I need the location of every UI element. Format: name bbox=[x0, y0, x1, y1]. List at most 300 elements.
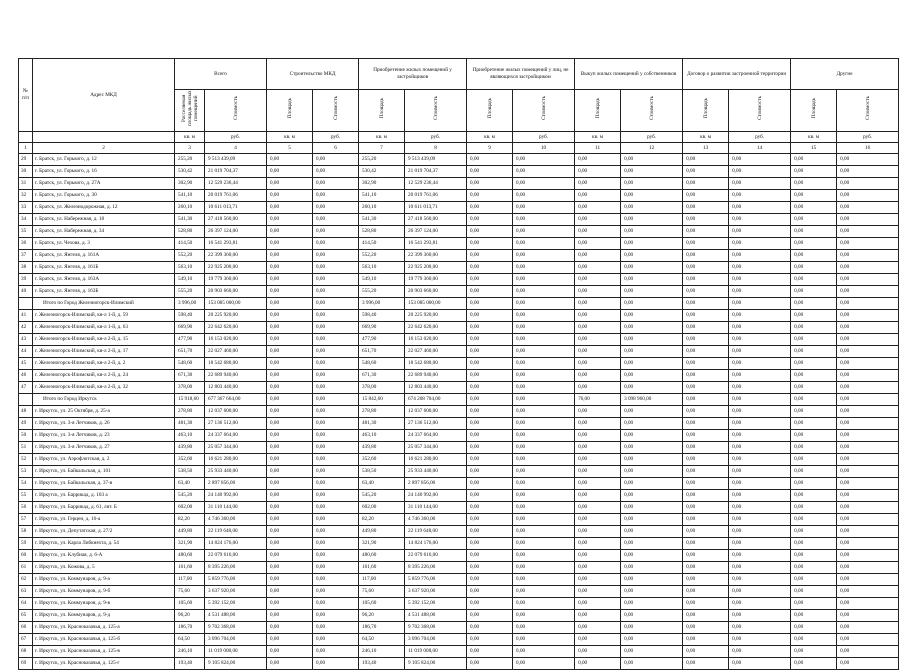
row-address: г. Иркутск, ул. Коммунаров, д. 9-а bbox=[33, 574, 175, 586]
row-value: 0,00 bbox=[313, 370, 359, 382]
row-value: 0,00 bbox=[575, 262, 621, 274]
row-value: 0,00 bbox=[513, 610, 575, 622]
row-number: 59 bbox=[19, 538, 33, 550]
row-value: 0,00 bbox=[313, 454, 359, 466]
row-value: 0,00 bbox=[729, 346, 791, 358]
row-value: 0,00 bbox=[467, 358, 513, 370]
row-value: 0,00 bbox=[467, 574, 513, 586]
row-value: 0,00 bbox=[513, 598, 575, 610]
row-value: 0,00 bbox=[267, 406, 313, 418]
table-row bbox=[19, 310, 899, 322]
row-address: г. Иркутск, ул. 25 Октября, д. 25-а bbox=[33, 406, 175, 418]
row-number: 40 bbox=[19, 286, 33, 298]
row-value: 0,00 bbox=[313, 214, 359, 226]
table-row bbox=[19, 550, 899, 562]
row-value: 0,00 bbox=[837, 286, 899, 298]
row-value: 0,00 bbox=[467, 490, 513, 502]
row-value: 0,00 bbox=[467, 598, 513, 610]
row-address: г. Иркутск, ул. Баррикад, д. 103 а bbox=[33, 490, 175, 502]
row-value: 0,00 bbox=[313, 574, 359, 586]
row-value: 0,00 bbox=[837, 634, 899, 646]
row-value: 0,00 bbox=[837, 514, 899, 526]
row-value: 439,80 bbox=[175, 442, 205, 454]
row-value: 3 096 704,00 bbox=[405, 634, 467, 646]
row-number: 35 bbox=[19, 226, 33, 238]
row-value: 0,00 bbox=[313, 562, 359, 574]
row-value: 0,00 bbox=[513, 538, 575, 550]
row-value: 0,00 bbox=[729, 370, 791, 382]
row-value: 0,00 bbox=[683, 634, 729, 646]
row-value: 0,00 bbox=[267, 202, 313, 214]
row-value: 555,20 bbox=[359, 286, 405, 298]
row-value: 0,00 bbox=[313, 538, 359, 550]
row-value: 0,00 bbox=[575, 514, 621, 526]
row-value: 0,00 bbox=[467, 370, 513, 382]
header-colnum: 8 bbox=[405, 143, 467, 154]
row-value: 0,00 bbox=[575, 586, 621, 598]
row-value: 0,00 bbox=[837, 550, 899, 562]
table-row bbox=[19, 262, 899, 274]
row-value: 22 689 940,00 bbox=[205, 370, 267, 382]
row-value: 0,00 bbox=[621, 154, 683, 166]
row-number: 62 bbox=[19, 574, 33, 586]
row-value: 3 096 704,00 bbox=[205, 634, 267, 646]
row-value: 0,00 bbox=[313, 166, 359, 178]
table-row bbox=[19, 418, 899, 430]
row-address: г. Иркутск, ул. Красноказачья, д. 125-в bbox=[33, 646, 175, 658]
row-value: 528,80 bbox=[175, 226, 205, 238]
row-value: 0,00 bbox=[791, 370, 837, 382]
row-value: 0,00 bbox=[575, 190, 621, 202]
row-value: 0,00 bbox=[791, 430, 837, 442]
row-number: 43 bbox=[19, 334, 33, 346]
row-value: 16 153 020,00 bbox=[205, 334, 267, 346]
row-value: 20 903 660,00 bbox=[405, 286, 467, 298]
row-value: 27 136 512,00 bbox=[205, 418, 267, 430]
row-value: 0,00 bbox=[837, 430, 899, 442]
row-value: 0,00 bbox=[621, 442, 683, 454]
row-value: 0,00 bbox=[267, 586, 313, 598]
row-value: 0,00 bbox=[313, 406, 359, 418]
row-value: 0,00 bbox=[513, 490, 575, 502]
row-value: 20 019 761,06 bbox=[405, 190, 467, 202]
row-value: 0,00 bbox=[313, 526, 359, 538]
row-value: 12 037 600,00 bbox=[405, 406, 467, 418]
header-unit: кв. м bbox=[359, 132, 405, 143]
header-group-construction: Строительство МКД bbox=[267, 59, 359, 90]
row-value: 0,00 bbox=[837, 622, 899, 634]
row-value: 0,00 bbox=[267, 622, 313, 634]
row-value: 0,00 bbox=[729, 226, 791, 238]
row-number: 52 bbox=[19, 454, 33, 466]
row-value: 541,10 bbox=[359, 190, 405, 202]
row-value: 528,80 bbox=[359, 226, 405, 238]
table-row bbox=[19, 586, 899, 598]
row-value: 0,00 bbox=[621, 214, 683, 226]
row-number: 34 bbox=[19, 214, 33, 226]
row-value: 463,10 bbox=[359, 430, 405, 442]
row-value: 0,00 bbox=[791, 478, 837, 490]
row-address: г. Железногорск-Илимский, кв-л 1-й, д. 59 bbox=[33, 310, 175, 322]
row-value: 0,00 bbox=[513, 178, 575, 190]
table-row bbox=[19, 370, 899, 382]
row-value: 5 859 776,00 bbox=[205, 574, 267, 586]
row-value: 0,00 bbox=[267, 418, 313, 430]
row-value: 0,00 bbox=[513, 586, 575, 598]
row-value: 0,00 bbox=[729, 406, 791, 418]
row-value: 0,00 bbox=[729, 250, 791, 262]
row-value: 0,00 bbox=[791, 658, 837, 670]
row-value: 0,00 bbox=[313, 598, 359, 610]
header-group-developer: Приобретение жилых помещений у застройщиков bbox=[359, 59, 467, 90]
row-value: 0,00 bbox=[791, 514, 837, 526]
row-value: 0,00 bbox=[729, 286, 791, 298]
row-value: 0,00 bbox=[575, 634, 621, 646]
row-value: 0,00 bbox=[267, 346, 313, 358]
table-row bbox=[19, 478, 899, 490]
row-value: 0,00 bbox=[267, 478, 313, 490]
header-address: Адрес МКД bbox=[33, 59, 175, 132]
row-value: 0,00 bbox=[683, 346, 729, 358]
row-value: 20 225 920,00 bbox=[405, 310, 467, 322]
row-value: 0,00 bbox=[791, 202, 837, 214]
row-value: 0,00 bbox=[513, 154, 575, 166]
header-sub: Стоимость bbox=[621, 90, 683, 132]
row-value: 0,00 bbox=[467, 418, 513, 430]
row-value: 16 621 280,00 bbox=[205, 454, 267, 466]
row-number: 50 bbox=[19, 430, 33, 442]
row-value: 0,00 bbox=[513, 310, 575, 322]
row-value: 20 019 761,06 bbox=[205, 190, 267, 202]
row-value: 477,90 bbox=[359, 334, 405, 346]
row-value: 0,00 bbox=[683, 538, 729, 550]
row-value: 0,00 bbox=[683, 418, 729, 430]
row-value: 0,00 bbox=[313, 334, 359, 346]
row-value: 0,00 bbox=[729, 466, 791, 478]
row-value: 0,00 bbox=[837, 298, 899, 310]
row-value: 0,00 bbox=[575, 526, 621, 538]
row-value: 0,00 bbox=[467, 202, 513, 214]
row-number: 68 bbox=[19, 646, 33, 658]
row-value: 0,00 bbox=[267, 454, 313, 466]
header-unit: руб. bbox=[513, 132, 575, 143]
row-value: 0,00 bbox=[575, 346, 621, 358]
row-value: 0,00 bbox=[267, 658, 313, 670]
row-address: г. Братск, ул. Железнодорожная, д. 12 bbox=[33, 202, 175, 214]
row-value: 75,60 bbox=[359, 586, 405, 598]
row-value: 27 418 560,00 bbox=[205, 214, 267, 226]
row-value: 0,00 bbox=[513, 346, 575, 358]
row-value: 0,00 bbox=[729, 478, 791, 490]
row-value: 0,00 bbox=[683, 466, 729, 478]
row-value: 598,40 bbox=[359, 310, 405, 322]
row-value: 0,00 bbox=[313, 346, 359, 358]
row-value: 477,90 bbox=[175, 334, 205, 346]
header-row-units bbox=[19, 132, 899, 143]
row-value: 0,00 bbox=[837, 586, 899, 598]
header-unit: руб. bbox=[621, 132, 683, 143]
row-value: 0,00 bbox=[467, 586, 513, 598]
row-address: г. Железногорск-Илимский, кв-л 2-й, д. 17 bbox=[33, 346, 175, 358]
row-value: 0,00 bbox=[837, 538, 899, 550]
subtotal-row bbox=[19, 298, 899, 310]
row-number: 29 bbox=[19, 154, 33, 166]
row-value: 0,00 bbox=[575, 214, 621, 226]
row-value: 0,00 bbox=[791, 358, 837, 370]
row-value: 260,10 bbox=[359, 202, 405, 214]
row-number: 44 bbox=[19, 346, 33, 358]
header-colnum: 15 bbox=[791, 143, 837, 154]
row-value: 0,00 bbox=[267, 550, 313, 562]
header-sub: Площадь bbox=[683, 90, 729, 132]
row-address: г. Братск, ул. Набережная, д. 18 bbox=[33, 214, 175, 226]
row-value: 0,00 bbox=[621, 346, 683, 358]
row-value: 0,00 bbox=[513, 466, 575, 478]
row-value: 0,00 bbox=[313, 490, 359, 502]
header-sub: Площадь bbox=[359, 90, 405, 132]
table-row bbox=[19, 562, 899, 574]
row-value: 0,00 bbox=[467, 262, 513, 274]
table-row bbox=[19, 526, 899, 538]
row-value: 0,00 bbox=[837, 250, 899, 262]
row-value: 0,00 bbox=[683, 514, 729, 526]
row-value: 0,00 bbox=[467, 226, 513, 238]
row-value: 0,00 bbox=[729, 622, 791, 634]
row-value: 0,00 bbox=[575, 598, 621, 610]
header-sub: Стоимость bbox=[313, 90, 359, 132]
row-value: 0,00 bbox=[837, 166, 899, 178]
row-value: 0,00 bbox=[267, 610, 313, 622]
row-value: 24 140 992,00 bbox=[405, 490, 467, 502]
row-number: 56 bbox=[19, 502, 33, 514]
row-value: 549,10 bbox=[175, 274, 205, 286]
row-value: 0,00 bbox=[267, 226, 313, 238]
row-address: г. Иркутск, ул. Байкальская, д. 37-в bbox=[33, 478, 175, 490]
row-value: 96,20 bbox=[175, 610, 205, 622]
resettlement-table bbox=[18, 58, 899, 670]
row-value: 0,00 bbox=[467, 286, 513, 298]
row-value: 0,00 bbox=[791, 646, 837, 658]
row-address: г. Братск, ул. Янгеля, д. 161А bbox=[33, 250, 175, 262]
row-value: 0,00 bbox=[791, 550, 837, 562]
row-value: 0,00 bbox=[313, 178, 359, 190]
header-colnum: 3 bbox=[175, 143, 205, 154]
row-value: 0,00 bbox=[575, 310, 621, 322]
row-value: 0,00 bbox=[791, 490, 837, 502]
row-value: 0,00 bbox=[267, 634, 313, 646]
row-value: 0,00 bbox=[729, 238, 791, 250]
row-value: 21 019 704,37 bbox=[405, 166, 467, 178]
header-unit: кв. м bbox=[175, 132, 205, 143]
row-value: 27 136 512,00 bbox=[405, 418, 467, 430]
row-address: г. Иркутск, ул. Красноказачья, д. 125-б bbox=[33, 634, 175, 646]
row-value: 0,00 bbox=[313, 430, 359, 442]
row-value: 481,30 bbox=[175, 418, 205, 430]
row-value: 0,00 bbox=[467, 394, 513, 406]
row-value: 0,00 bbox=[683, 202, 729, 214]
row-value: 31 110 144,00 bbox=[205, 502, 267, 514]
row-value: 0,00 bbox=[513, 550, 575, 562]
row-value: 0,00 bbox=[513, 166, 575, 178]
row-number: 54 bbox=[19, 478, 33, 490]
row-number: 67 bbox=[19, 634, 33, 646]
header-sub: Стоимость bbox=[837, 90, 899, 132]
row-value: 0,00 bbox=[621, 466, 683, 478]
row-value: 0,00 bbox=[513, 226, 575, 238]
row-address: г. Иркутск, ул. Байкальская, д. 101 bbox=[33, 466, 175, 478]
header-colnum: 12 bbox=[621, 143, 683, 154]
row-value: 0,00 bbox=[621, 538, 683, 550]
row-value: 0,00 bbox=[621, 622, 683, 634]
row-value: 0,00 bbox=[513, 574, 575, 586]
row-value: 0,00 bbox=[267, 214, 313, 226]
row-value: 0,00 bbox=[837, 418, 899, 430]
row-value: 0,00 bbox=[683, 526, 729, 538]
row-value: 19 779 360,00 bbox=[205, 274, 267, 286]
table-row bbox=[19, 358, 899, 370]
row-value: 0,00 bbox=[313, 226, 359, 238]
row-value: 0,00 bbox=[729, 298, 791, 310]
row-value: 0,00 bbox=[729, 310, 791, 322]
row-value: 0,00 bbox=[513, 250, 575, 262]
row-value: 0,00 bbox=[313, 610, 359, 622]
row-value: 0,00 bbox=[729, 598, 791, 610]
row-value: 15 842,60 bbox=[359, 394, 405, 406]
row-address: г. Железногорск-Илимский, кв-л 2-й, д. 15 bbox=[33, 334, 175, 346]
row-value: 11 019 008,00 bbox=[405, 646, 467, 658]
row-value: 0,00 bbox=[683, 370, 729, 382]
row-value: 22 642 620,00 bbox=[205, 322, 267, 334]
row-value: 0,00 bbox=[313, 550, 359, 562]
row-value: 0,00 bbox=[513, 418, 575, 430]
row-value: 0,00 bbox=[683, 262, 729, 274]
header-unit: руб. bbox=[313, 132, 359, 143]
row-value: 0,00 bbox=[837, 454, 899, 466]
row-value: 0,00 bbox=[837, 322, 899, 334]
row-value: 18 542 680,00 bbox=[405, 358, 467, 370]
row-value: 82,20 bbox=[359, 514, 405, 526]
row-value: 0,00 bbox=[683, 502, 729, 514]
row-value: 0,00 bbox=[313, 394, 359, 406]
row-value: 255,20 bbox=[175, 154, 205, 166]
row-value: 0,00 bbox=[621, 634, 683, 646]
row-number: 45 bbox=[19, 358, 33, 370]
row-value: 0,00 bbox=[575, 490, 621, 502]
row-value: 0,00 bbox=[791, 298, 837, 310]
row-value: 0,00 bbox=[313, 250, 359, 262]
row-value: 0,00 bbox=[467, 442, 513, 454]
row-value: 0,00 bbox=[729, 154, 791, 166]
header-sub: Площадь bbox=[791, 90, 837, 132]
row-value: 0,00 bbox=[467, 190, 513, 202]
row-value: 0,00 bbox=[575, 466, 621, 478]
row-value: 0,00 bbox=[575, 658, 621, 670]
row-value: 63,40 bbox=[359, 478, 405, 490]
report-table-container bbox=[18, 58, 873, 670]
row-value: 76,00 bbox=[575, 394, 621, 406]
row-value: 0,00 bbox=[837, 154, 899, 166]
row-value: 0,00 bbox=[513, 190, 575, 202]
row-value: 0,00 bbox=[791, 178, 837, 190]
row-address: г. Железногорск-Илимский, кв-л 2-й, д. 2 bbox=[33, 358, 175, 370]
row-value: 10 611 013,71 bbox=[405, 202, 467, 214]
row-value: 0,00 bbox=[467, 454, 513, 466]
row-value: 0,00 bbox=[683, 310, 729, 322]
row-value: 25 057 344,00 bbox=[405, 442, 467, 454]
row-value: 0,00 bbox=[467, 178, 513, 190]
header-num: № п/п bbox=[19, 59, 33, 132]
row-address: г. Иркутск, ул. 3-я Летчиков, д. 27 bbox=[33, 442, 175, 454]
row-value: 18 542 680,00 bbox=[205, 358, 267, 370]
row-value: 0,00 bbox=[621, 262, 683, 274]
row-number: 42 bbox=[19, 322, 33, 334]
row-value: 15 918,60 bbox=[175, 394, 205, 406]
row-value: 246,10 bbox=[175, 646, 205, 658]
row-value: 0,00 bbox=[513, 370, 575, 382]
row-value: 0,00 bbox=[621, 310, 683, 322]
header-sub: Площадь bbox=[575, 90, 621, 132]
row-value: 0,00 bbox=[267, 490, 313, 502]
row-value: 0,00 bbox=[267, 322, 313, 334]
row-value: 16 541 293,81 bbox=[205, 238, 267, 250]
row-value: 0,00 bbox=[575, 334, 621, 346]
row-value: 26 397 124,00 bbox=[205, 226, 267, 238]
row-value: 12 529 236,44 bbox=[205, 178, 267, 190]
row-value: 0,00 bbox=[621, 190, 683, 202]
row-value: 0,00 bbox=[513, 334, 575, 346]
row-value: 0,00 bbox=[313, 646, 359, 658]
row-value: 193,40 bbox=[175, 658, 205, 670]
row-value: 0,00 bbox=[791, 394, 837, 406]
row-value: 22 642 620,00 bbox=[405, 322, 467, 334]
row-value: 5 859 776,00 bbox=[405, 574, 467, 586]
row-value: 12 803 440,00 bbox=[405, 382, 467, 394]
row-value: 0,00 bbox=[575, 166, 621, 178]
row-value: 0,00 bbox=[513, 502, 575, 514]
row-address: г. Иркутск, ул. Клубная, д. 6-А bbox=[33, 550, 175, 562]
header-sub: Площадь bbox=[267, 90, 313, 132]
row-number: 38 bbox=[19, 262, 33, 274]
row-number bbox=[19, 298, 33, 310]
row-value: 0,00 bbox=[313, 622, 359, 634]
row-value: 27 418 560,00 bbox=[405, 214, 467, 226]
row-value: 0,00 bbox=[621, 562, 683, 574]
row-value: 0,00 bbox=[575, 430, 621, 442]
row-value: 0,00 bbox=[313, 202, 359, 214]
row-number bbox=[19, 394, 33, 406]
row-value: 0,00 bbox=[621, 274, 683, 286]
row-value: 16 621 280,00 bbox=[405, 454, 467, 466]
row-value: 0,00 bbox=[683, 166, 729, 178]
row-value: 378,00 bbox=[175, 382, 205, 394]
table-row bbox=[19, 178, 899, 190]
row-value: 3 996,00 bbox=[359, 298, 405, 310]
row-value: 0,00 bbox=[729, 538, 791, 550]
row-address: Итого по Город Иркутск bbox=[33, 394, 175, 406]
header-sub: Стоимость bbox=[205, 90, 267, 132]
row-number: 60 bbox=[19, 550, 33, 562]
row-value: 0,00 bbox=[837, 562, 899, 574]
row-value: 0,00 bbox=[575, 358, 621, 370]
table-row bbox=[19, 646, 899, 658]
row-value: 0,00 bbox=[313, 274, 359, 286]
row-value: 0,00 bbox=[621, 610, 683, 622]
row-address: г. Иркутск, ул. Коммунаров, д. 9-б bbox=[33, 586, 175, 598]
row-value: 0,00 bbox=[791, 274, 837, 286]
header-colnum: 1 bbox=[19, 143, 33, 154]
row-value: 0,00 bbox=[621, 646, 683, 658]
row-value: 0,00 bbox=[683, 286, 729, 298]
